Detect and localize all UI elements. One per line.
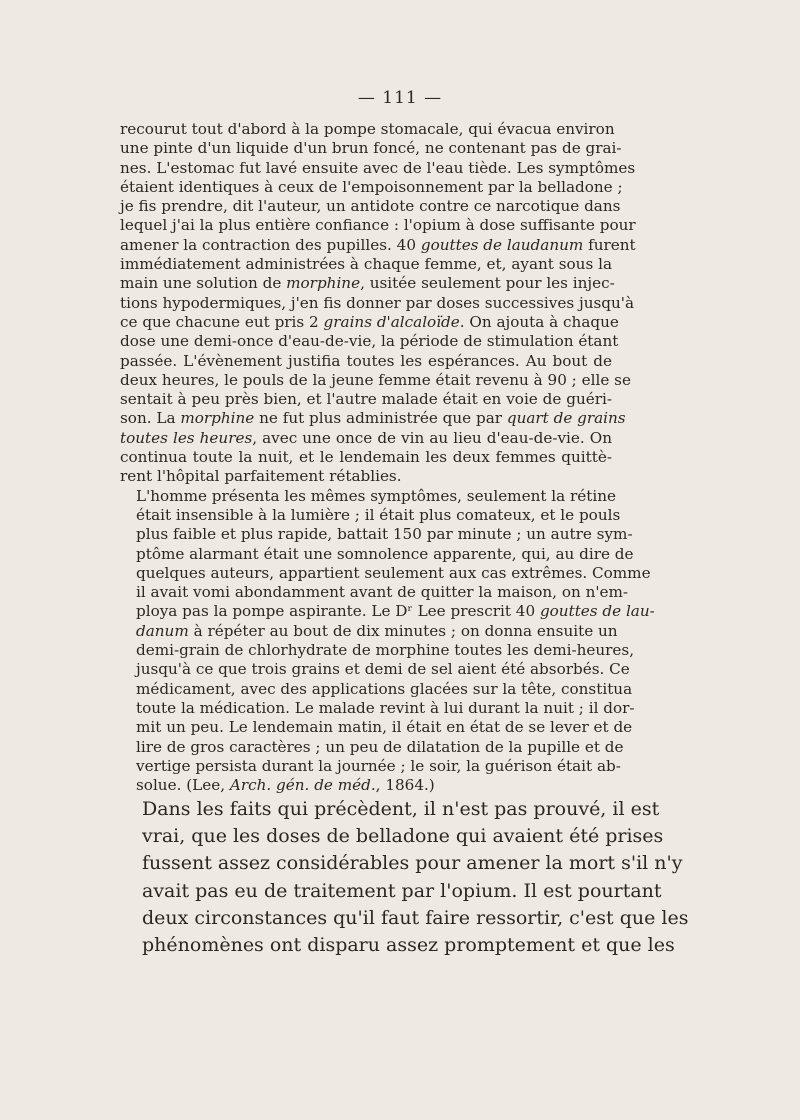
line-text: tions hypodermiques, j'en fis donner par doses successives jusqu'à [120,293,635,312]
small-print-block [120,120,655,795]
line-text: lire de gros caractères ; un peu de dilatation de la pupille et de [136,737,624,756]
paragraph-commentary [120,796,689,959]
line-text: toute la médication. Le malade revint à lui durant la nuit ; il dor- [136,698,635,717]
line-text: vrai, que les doses de belladone qui avaient été prises [142,825,664,848]
line-text: deux circonstances qu'il faut faire ressortir, c'est que les [142,906,689,929]
line-text: jusqu'à ce que trois grains et demi de sel aient été absorbés. Ce [136,660,630,679]
text-line [120,621,618,641]
text-line [120,139,622,158]
line-text: passée. L'évènement justifia toutes les espérances. Au bout de [120,351,612,370]
text-line [120,583,629,602]
line-text: amener la contraction des pupilles. 40 [120,235,421,254]
italic-text: gouttes de lau- [539,602,655,621]
line-text: phénomènes ont disparu assez promptement et que les [142,934,675,957]
line-text: avait pas eu de traitement par l'opium. Il est pourtant [142,879,662,902]
text-line [120,255,612,274]
text-line [120,796,660,823]
italic-text: morphine [180,409,255,428]
text-line [120,905,689,932]
line-text: ce que chacune eut pris 2 [120,312,324,331]
line-text: médicament, avec des applications glacées sur la tête, constitua [136,679,633,698]
text-line [120,525,633,544]
text-line [120,486,617,506]
line-text: immédiatement administrées à chaque femme, et, ayant sous la [120,255,612,274]
italic-text: quart de grains [506,409,626,428]
line-text: fussent assez considérables pour amener la mort s'il n'y [142,852,683,875]
paragraph-case-man [120,486,655,796]
text-line [120,505,621,525]
italic-text: gouttes de laudanum [420,235,584,254]
line-text: rent l'hôpital parfaitement rétablies. [120,467,402,486]
text-line [120,429,612,448]
line-text: une pinte d'un liquide d'un brun foncé, ne contenant pas de grai- [120,139,622,158]
line-text: ne fut plus administrée que par [254,409,507,428]
text-line [120,679,633,699]
paragraph-case-women [120,120,636,487]
line-text: continua toute la nuit, et le lendemain les deux femmes quittè- [120,448,612,467]
text-line [120,756,621,776]
line-text: , 1864.) [375,776,435,795]
text-line [120,390,612,409]
line-text: vertige persista durant la journée ; le soir, la guérison était ab- [136,756,621,775]
text-line [120,120,615,139]
text-line [120,293,635,313]
text-line [120,823,664,850]
page-number: — 111 — [357,88,443,108]
line-text: à répéter au bout de dix minutes ; on donna ensuite un [188,621,618,640]
text-line [120,216,636,235]
line-text: dose une demi-once d'eau-de-vie, la période de stimulation étant [120,332,619,351]
text-line [120,737,624,757]
text-line [120,197,621,216]
text-line [120,850,683,877]
text-line [120,467,612,486]
line-text: main une solution de [120,274,287,293]
main-text-block [120,796,689,959]
line-text: deux heures, le pouls de la jeune femme était revenu à 90 ; elle se [120,370,631,389]
line-text: demi-grain de chlorhydrate de morphine toutes les demi-heures, [136,641,635,660]
text-line [120,409,626,428]
line-text: , avec une once de vin au lieu d'eau-de-vie. On [252,428,612,447]
text-line [120,274,615,293]
line-text: L'homme présenta les mêmes symptômes, seulement la rétine [136,486,617,505]
line-text: était insensible à la lumière ; il était plus comateux, et le pouls [136,505,621,524]
line-text: furent [583,235,636,254]
text-line [120,718,633,737]
text-line [120,312,619,332]
line-text: recourut tout d'abord à la pompe stomacale, qui évacua environ [120,120,615,138]
text-line [120,235,636,255]
text-line [120,352,612,371]
text-line [120,370,631,390]
text-line [120,332,619,351]
italic-text: morphine [286,274,361,293]
line-text: quelques auteurs, appartient seulement aux cas extrêmes. Comme [136,563,651,582]
text-line [120,177,623,197]
line-text: je fis prendre, dit l'auteur, un antidote contre ce narcotique dans [120,197,621,216]
line-text: plus faible et plus rapide, battait 150 par minute ; un autre sym- [136,525,633,544]
text-line [120,878,662,905]
line-text: Dans les faits qui précèdent, il n'est pas prouvé, il est [142,798,660,820]
line-text: sentait à peu près bien, et l'autre malade était en voie de guéri- [120,390,612,409]
text-line [120,932,675,959]
line-text: son. La [120,409,181,428]
italic-text: danum [136,621,189,640]
italic-text: toutes les heures [120,428,253,447]
line-text: ploya pas la pompe aspirante. Le Dʳ Lee prescrit 40 [136,602,540,621]
text-line [120,448,612,467]
text-line [120,563,651,583]
line-text: ptôme alarmant était une somnolence apparente, qui, au dire de [136,544,634,563]
text-line [120,544,634,564]
text-line [120,158,636,178]
line-text: il avait vomi abondamment avant de quitter la maison, on n'em- [136,583,629,602]
line-text: lequel j'ai la plus entière confiance : l'opium à dose suffisante pour [120,216,636,235]
text-line [120,698,635,718]
line-text: mit un peu. Le lendemain matin, il était en état de se lever et de [136,718,633,737]
text-line [120,641,635,660]
italic-text: grains d'alcaloïde. [323,312,465,331]
text-line [120,660,630,679]
line-text: , usitée seulement pour les injec- [360,274,615,293]
text-line [120,776,612,795]
italic-text: Arch. gén. de méd. [229,776,376,795]
line-text: solue. (Lee, [136,776,230,795]
line-text: nes. L'estomac fut lavé ensuite avec de l'eau tiède. Les symptômes [120,158,636,177]
line-text: étaient identiques à ceux de l'empoisonnement par la belladone ; [120,177,623,196]
line-text: On ajouta à chaque [464,312,619,331]
text-line [120,602,655,621]
